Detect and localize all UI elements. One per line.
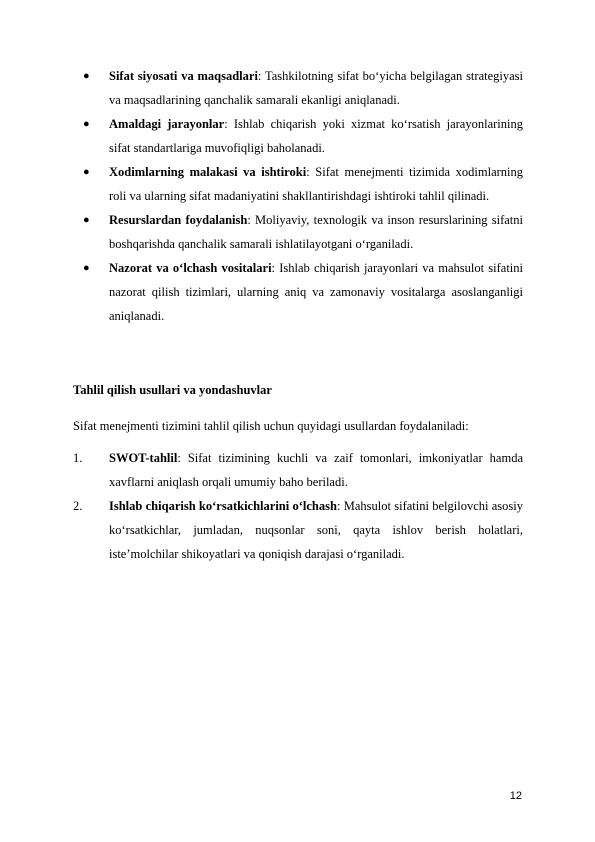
list-item	[73, 64, 523, 112]
bullet-marker: ●	[83, 166, 90, 178]
list-item	[73, 160, 523, 208]
bullet-marker: ●	[83, 118, 90, 130]
page-number: 12	[509, 790, 522, 802]
bullet-term: Amaldagi jarayonlar	[109, 117, 225, 131]
bullet-term: Resurslardan foydalanish	[109, 213, 248, 227]
list-number: 2.	[73, 499, 83, 513]
list-number: 1.	[73, 451, 83, 465]
list-item	[73, 112, 523, 160]
bullet-marker: ●	[83, 70, 90, 82]
method-text: : Mahsulot sifatini belgilovchi asosiy ko‘rsatkichlar, jumladan, nuqsonlar soni, qayta ishlov berish holatlari, iste’molchilar shikoyatlari va qoniqish darajasi o‘rganiladi.	[109, 499, 524, 561]
list-item	[73, 446, 523, 494]
list-item	[73, 494, 523, 566]
method-term: SWOT-tahlil	[109, 451, 178, 465]
bullet-marker: ●	[83, 214, 90, 226]
bullet-text: : Sifat menejmenti tizimida xodimlarning roli va ularning sifat madaniyatini shakllantirishdagi ishtiroki tahlil qilinadi.	[109, 165, 524, 203]
page-content	[73, 64, 523, 566]
method-term: Ishlab chiqarish ko‘rsatkichlarini o‘lchash	[109, 499, 337, 513]
bullet-term: Sifat siyosati va maqsadlari	[109, 69, 258, 83]
section-heading: Tahlil qilish usullari va yondashuvlar	[73, 383, 272, 397]
bullet-term: Xodimlarning malakasi va ishtiroki	[109, 165, 307, 179]
method-text: : Sifat tizimining kuchli va zaif tomonlari, imkoniyatlar hamda xavflarni aniqlash orqali umumiy baho beriladi.	[109, 451, 523, 489]
bullet-text: : Ishlab chiqarish jarayonlari va mahsulot sifatini nazorat qilish tizimlari, ularning aniq va zamonaviy vositalarga asoslanganligi aniqlanadi.	[109, 261, 523, 323]
bullet-marker: ●	[83, 262, 90, 274]
list-item	[73, 208, 523, 256]
bullet-term: Nazorat va o‘lchash vositalari	[109, 261, 272, 275]
methods-numbered-list	[73, 446, 523, 566]
criteria-bullet-list	[73, 64, 523, 328]
section-intro: Sifat menejmenti tizimini tahlil qilish uchun quyidagi usullardan foydalaniladi:	[73, 419, 469, 433]
list-item	[73, 256, 523, 328]
bullet-text: : Tashkilotning sifat bo‘yicha belgilagan strategiyasi va maqsadlarining qanchalik samarali ekanligi aniqlanadi.	[109, 69, 523, 107]
bullet-text: : Moliyaviy, texnologik va inson resurslarining sifatni boshqarishda qanchalik samarali ishlatilayotgani o‘rganiladi.	[109, 213, 523, 251]
bullet-text: : Ishlab chiqarish yoki xizmat ko‘rsatish jarayonlarining sifat standartlariga muvofiqligi baholanadi.	[109, 117, 523, 155]
